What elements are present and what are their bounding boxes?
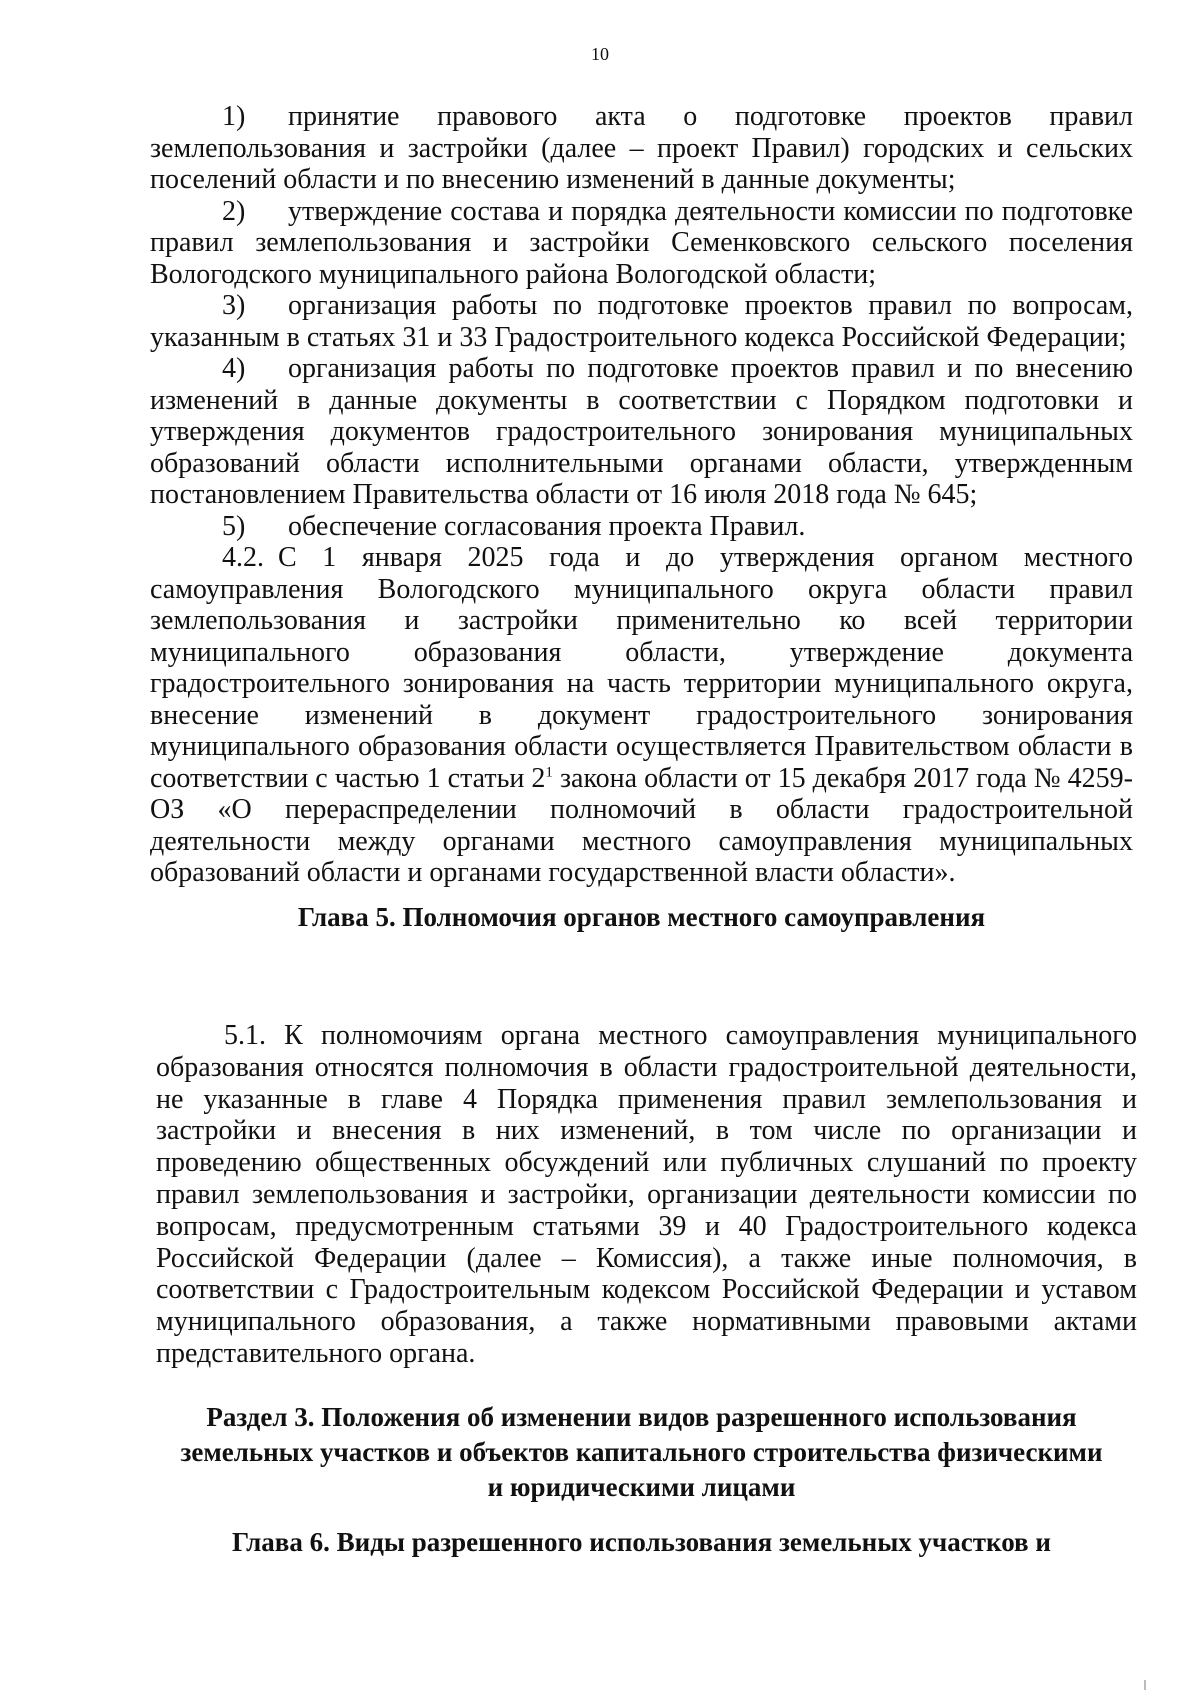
list-item-number: 5): [222, 510, 246, 542]
paragraph-4-2: [150, 542, 1133, 889]
section-title-line: земельных участков и объектов капитального строительства физическими: [180, 1437, 1103, 1467]
chapter-5-title: Глава 5. Полномочия органов местного самоуправления: [297, 902, 986, 932]
chapter5-body: [156, 1020, 1137, 1370]
list-item-number: 2): [222, 195, 246, 227]
list-item: [150, 196, 1133, 291]
list-item-number: 1): [222, 101, 246, 132]
list-item-text: обеспечение согласования проекта Правил.: [288, 510, 806, 542]
list-item: [150, 290, 1133, 353]
list-item-number: 3): [222, 290, 246, 321]
paragraph-5-1: 5.1. К полномочиям органа местного самоуправления муниципального образования относятся полномочия в области градостроительной деятельности, не указанные в главе 4 Порядка применения правил землепользования и застройки и внесения в них изменений, в том числе по организации и проведению общественных обсуждений или публичных слушаний по проекту правил землепользования и застройки, организации деятельности комиссии по вопросам, предусмотренным статьями 39 и 40 Градостроительного кодекса Российской Федерации (далее – Комиссия), а также иные полномочия, в соответствии с Градостроительным кодексом Российской Федерации и уставом муниципального образования, а также нормативными правовыми актами представительного органа.: [156, 1020, 1137, 1369]
section-title-line: Раздел 3. Положения об изменении видов разрешенного использования: [206, 1402, 1077, 1432]
page-number: 10: [591, 44, 609, 64]
list-item-text: организация работы по подготовке проектов правил по вопросам, указанным в статьях 31 и 33 Градостроительного кодекса Российской Федерации;: [150, 290, 1133, 353]
section-title-line: и юридическими лицами: [487, 1472, 796, 1502]
scan-artifact: [1144, 1680, 1146, 1690]
list-item-text: организация работы по подготовке проектов правил и по внесению изменений в данные документы в соответствии с Порядком подготовки и утверждения документов градостроительного зонирования муниципальных образований области исполнительными органами области, утвержденным постановлением Правительства области от 16 июля 2018 года № 645;: [150, 353, 1133, 510]
list-item: [150, 353, 1133, 511]
list-item: [150, 511, 1133, 543]
chapter-6-title: Глава 6. Виды разрешенного использования земельных участков и: [232, 1527, 1051, 1557]
chapter4-body: [150, 101, 1133, 889]
list-item: [150, 101, 1133, 196]
paragraph-text-part2: закона области от 15 декабря 2017 года № 4259-ОЗ «О перераспределении полномочий в области градостроительной деятельности между органами местного самоуправления муниципальных образований области и органами государственной власти области».: [150, 762, 1133, 888]
list-item-text: утверждение состава и порядка деятельности комиссии по подготовке правил землепользования и застройки Семенковского сельского поселения Вологодского муниципального района Вологодской области;: [150, 195, 1133, 290]
list-item-text: принятие правового акта о подготовке проектов правил землепользования и застройки (далее – проект Правил) городских и сельских поселений области и по внесению изменений в данные документы;: [150, 101, 1133, 195]
paragraph-number: 4.2.: [222, 542, 264, 573]
paragraph-text-part1: С 1 января 2025 года и до утверждения органом местного самоуправления Вологодского муниципального округа области правил землепользования и застройки применительно ко всей территории муниципального образования области, утверждение документа градостроительного зонирования на часть территории муниципального округа, внесение изменений в документ градостроительного зонирования муниципального образования области осуществляется Правительством области в соответствии с частью 1 статьи 2: [150, 542, 1133, 794]
list-item-number: 4): [222, 353, 246, 384]
section-3-title: [150, 1400, 1133, 1505]
superscript-mark: 1: [545, 764, 553, 781]
